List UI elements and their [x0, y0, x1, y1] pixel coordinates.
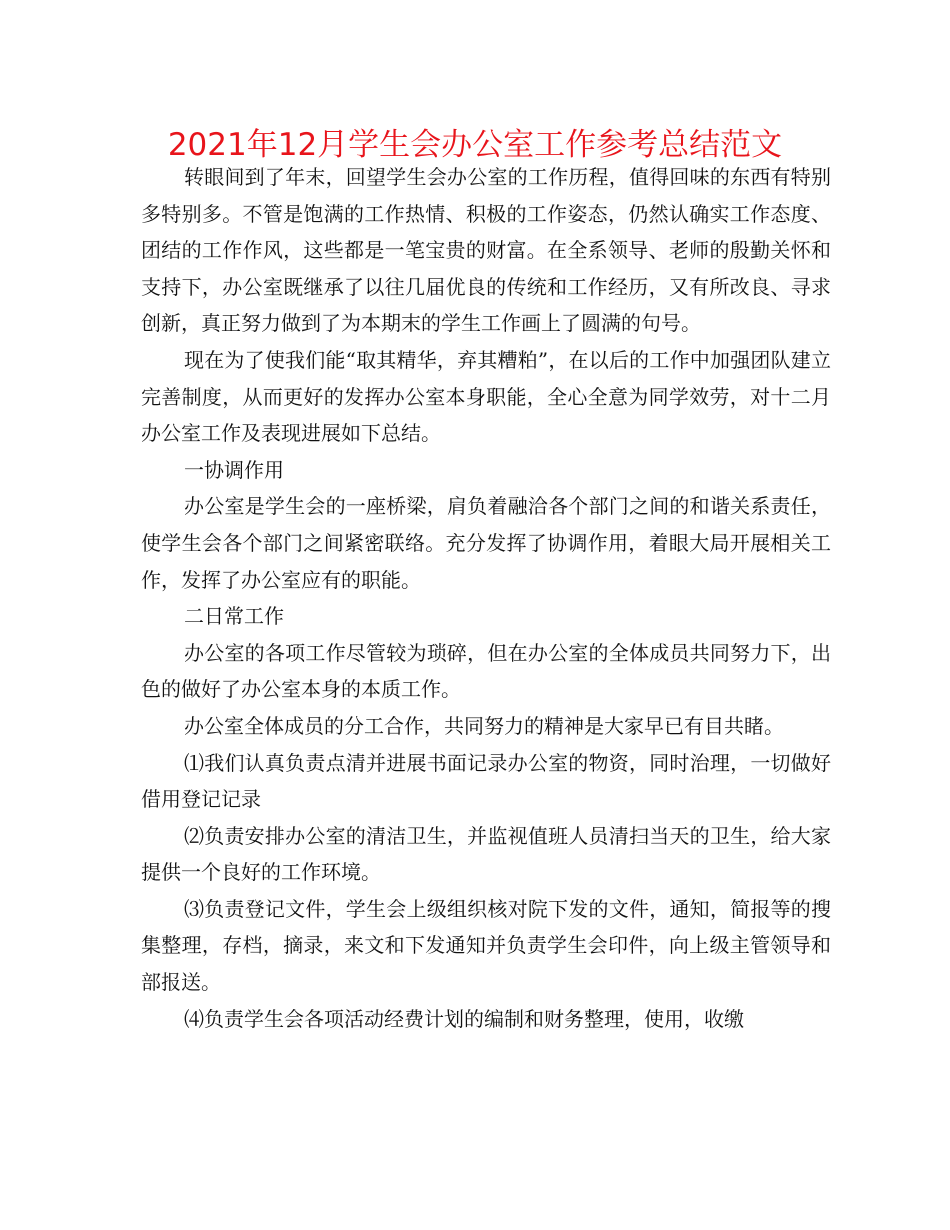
list-item-3: ⑶负责登记文件，学生会上级组织核对院下发的文件，通知，简报等的搜集整理，存档，摘录，来文和下发通知并负责学生会印件，向上级主管领导和部报送。	[141, 896, 831, 995]
list-item-1: ⑴我们认真负责点清并进展书面记录办公室的物资，同时治理，一切做好借用登记记录	[141, 750, 831, 812]
paragraph-intro: 转眼间到了年末，回望学生会办公室的工作历程，值得回味的东西有特别多特别多。不管是饱满的工作热情、积极的工作姿态，仍然认确实工作态度、团结的工作作风，这些都是一笔宝贵的财富。在全系领导、老师的殷勤关怀和支持下，办公室既继承了以往几届优良的传统和工作经历，又有所改良、寻求创新，真正努力做到了为本期末的学生工作画上了圆满的句号。	[141, 165, 831, 336]
section-heading-coordination: 一协调作用	[184, 457, 284, 482]
section-heading-daily-work: 二日常工作	[184, 604, 284, 629]
paragraph-teamwork: 办公室全体成员的分工合作，共同努力的精神是大家早已有目共睹。	[184, 713, 784, 738]
paragraph-purpose: 现在为了使我们能“取其精华，弃其糟粕”，在以后的工作中加强团队建立完善制度，从而更好的发挥办公室本身职能，全心全意为同学效劳，对十二月办公室工作及表现进展如下总结。	[141, 347, 831, 446]
list-item-4: ⑷负责学生会各项活动经费计划的编制和财务整理，使用，收缴	[184, 1006, 744, 1031]
paragraph-daily-work: 办公室的各项工作尽管较为琐碎，但在办公室的全体成员共同努力下，出色的做好了办公室本身的本质工作。	[141, 640, 831, 702]
document-title: 2021年12月学生会办公室工作参考总结范文	[167, 127, 783, 163]
document-body	[141, 159, 831, 1037]
list-item-2: ⑵负责安排办公室的清洁卫生，并监视值班人员清扫当天的卫生，给大家提供一个良好的工作环境。	[141, 823, 831, 885]
paragraph-coordination: 办公室是学生会的一座桥梁，肩负着融洽各个部门之间的和谐关系责任，使学生会各个部门之间紧密联络。充分发挥了协调作用，着眼大局开展相关工作，发挥了办公室应有的职能。	[141, 494, 831, 592]
